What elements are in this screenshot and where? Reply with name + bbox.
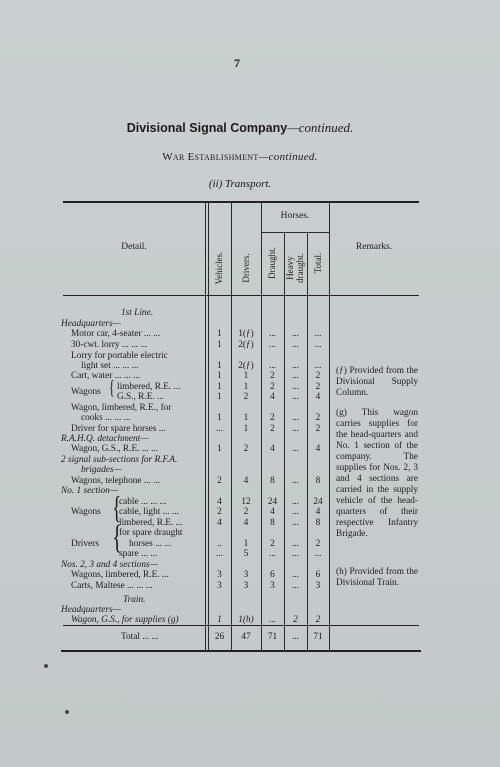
row-detail: Nos. 2, 3 and 4 sections— <box>61 560 158 570</box>
row-detail: brigades— <box>81 465 122 475</box>
cell-vehicles: 1 <box>217 392 222 402</box>
cell-draught: ... <box>269 615 276 625</box>
cell-total: 6 <box>315 570 321 580</box>
row-detail: Wagons, limbered, R.E. ... <box>71 570 169 580</box>
cell-heavy: ... <box>292 476 299 486</box>
table-bottom-rule <box>61 650 421 652</box>
binding-hole <box>44 664 48 668</box>
cell-total: 4 <box>315 507 321 517</box>
cell-draught: 2 <box>270 382 275 392</box>
cell-vehicles: ... <box>216 424 223 434</box>
cell-total: 2 <box>315 424 321 434</box>
total-heavy: ... <box>292 632 299 642</box>
table-top-rule <box>63 201 419 203</box>
cell-total: 8 <box>315 476 321 486</box>
cell-heavy: ... <box>292 382 299 392</box>
row-detail: Headquarters— <box>61 319 121 329</box>
subtitle-main: War Establishment <box>162 151 259 163</box>
cell-draught: ... <box>269 549 276 559</box>
total-vehicles: 26 <box>214 632 225 642</box>
cell-total: 2 <box>315 382 321 392</box>
row-detail: Headquarters— <box>61 605 121 615</box>
cell-heavy: ... <box>292 570 299 580</box>
row-detail: Wagons, telephone ... ... <box>71 476 161 486</box>
page-number: 7 <box>234 56 240 70</box>
cell-heavy: ... <box>292 507 299 517</box>
binding-hole <box>65 710 69 714</box>
row-detail: 30-cwt. lorry ... ... ... <box>71 340 148 350</box>
cell-drivers: 2 <box>243 507 249 517</box>
cell-vehicles: 2 <box>217 476 222 486</box>
page-title <box>0 120 480 136</box>
header-heavy-line2: draught. <box>295 253 305 283</box>
row-detail: for spare draught <box>119 528 183 538</box>
cell-total: 2 <box>315 413 321 423</box>
cell-draught: 2 <box>270 424 275 434</box>
cell-draught: 4 <box>270 444 275 454</box>
wagons-label-2: Wagons <box>71 507 101 517</box>
table-row <box>63 308 419 319</box>
cell-drivers: 5 <box>243 549 249 559</box>
row-detail: Wagon, G.S., R.E. ... ... <box>71 444 159 454</box>
cell-draught: 3 <box>270 581 275 591</box>
table-row <box>63 549 419 560</box>
cell-draught: ... <box>269 340 276 350</box>
cell-total: 8 <box>315 518 321 528</box>
header-detail: Detail. <box>121 242 147 252</box>
transport-table <box>63 201 419 654</box>
row-detail: Motor car, 4-seater ... ... <box>71 329 161 339</box>
remark-f: (ƒ) Provided from the Divisional Supply Column. <box>336 366 418 398</box>
drivers-label: Drivers <box>71 539 99 549</box>
remark-g: (g) This wagon carries supplies for the head-quarters and No. 1 section of the company. The supplies for Nos. 2, 3 and 4 sections are carried in the supply vehicle of the head-quarters of their respective Infantry Brigade. <box>336 408 418 539</box>
row-detail: Train. <box>123 595 146 605</box>
cell-draught: 4 <box>270 507 275 517</box>
cell-drivers: 12 <box>241 497 251 507</box>
cell-heavy: ... <box>292 518 299 528</box>
cell-vehicles: 1 <box>217 444 222 454</box>
cell-total: 2 <box>315 539 321 549</box>
cell-drivers: 1(ƒ) <box>238 329 254 339</box>
cell-total: ... <box>314 340 322 350</box>
cell-draught: 2 <box>270 539 275 549</box>
cell-vehicles: 1 <box>217 329 222 339</box>
row-detail: 2 signal sub-sections for R.F.A. <box>61 455 178 465</box>
cell-drivers: 1 <box>243 539 249 549</box>
cell-drivers: 4 <box>243 518 249 528</box>
header-heavy-draught <box>285 239 305 297</box>
cell-drivers: 4 <box>243 476 249 486</box>
cell-drivers: 1(h) <box>238 615 254 625</box>
header-total: Total. <box>313 252 323 274</box>
cell-drivers: 1 <box>243 382 249 392</box>
cell-vehicles: 1 <box>217 382 222 392</box>
row-detail: No. 1 section— <box>61 486 119 496</box>
cell-vehicles: 4 <box>217 518 222 528</box>
cell-draught: 8 <box>270 476 275 486</box>
cell-heavy: ... <box>292 371 299 381</box>
table-row <box>63 340 419 351</box>
cell-total: 4 <box>315 392 321 402</box>
title-continued: —continued. <box>287 120 354 135</box>
cell-drivers: 2 <box>243 444 249 454</box>
table-row <box>63 615 419 626</box>
horses-group-rule <box>261 232 329 233</box>
cell-drivers: 2(ƒ) <box>238 340 254 350</box>
header-remarks: Remarks. <box>355 242 393 252</box>
cell-drivers: 1 <box>243 424 249 434</box>
cell-draught: ... <box>269 361 276 371</box>
total-total: 71 <box>313 632 323 642</box>
cell-draught: 8 <box>270 518 275 528</box>
header-vehicles: Vehicles. <box>214 251 224 285</box>
cell-draught: 4 <box>270 392 275 402</box>
cell-heavy: ... <box>292 581 299 591</box>
cell-vehicles: ... <box>216 549 223 559</box>
cell-vehicles: .. <box>217 539 222 549</box>
total-label: Total ... ... <box>121 632 159 642</box>
cell-heavy: ... <box>292 329 299 339</box>
cell-drivers: 3 <box>243 570 249 580</box>
cell-draught: 24 <box>267 497 278 507</box>
remark-h: (h) Provided from the Divisional Train. <box>336 567 418 588</box>
cell-total: ... <box>314 549 322 559</box>
cell-vehicles: 1 <box>217 413 222 423</box>
cell-heavy: ... <box>292 413 299 423</box>
row-detail: cooks ... ... ... <box>81 413 131 423</box>
cell-vehicles: 1 <box>217 340 222 350</box>
section-heading <box>0 178 480 190</box>
cell-drivers: 3 <box>243 581 249 591</box>
cell-total: ... <box>314 361 322 371</box>
table-row <box>63 329 419 340</box>
row-detail: spare ... ... <box>119 549 158 559</box>
cell-heavy: ... <box>292 444 299 454</box>
cell-vehicles: 1 <box>217 615 222 625</box>
total-drivers: 47 <box>241 632 251 642</box>
header-draught: Draught. <box>267 247 277 279</box>
cell-heavy: ... <box>292 392 299 402</box>
row-detail: Driver for spare horses ... <box>71 424 166 434</box>
cell-total: ... <box>314 329 322 339</box>
cell-heavy: ... <box>292 361 299 371</box>
cell-drivers: 1 <box>243 371 249 381</box>
cell-vehicles: 1 <box>217 361 222 371</box>
row-detail: horses ... ... <box>129 539 172 549</box>
cell-drivers: 2 <box>243 392 249 402</box>
cell-draught: ... <box>269 329 276 339</box>
row-detail: Cart, water ... ... ... <box>71 371 141 381</box>
cell-total: 3 <box>315 581 321 591</box>
cell-drivers: 2(ƒ) <box>238 361 254 371</box>
cell-total: 4 <box>315 444 321 454</box>
row-detail: Wagon, G.S., for supplies (g) <box>71 615 179 625</box>
row-detail: limbered, R.E. ... <box>119 518 183 528</box>
cell-heavy: ... <box>292 549 299 559</box>
row-detail: 1st Line. <box>121 308 154 318</box>
row-detail: R.A.H.Q. detachment— <box>61 434 149 444</box>
cell-vehicles: 3 <box>217 570 222 580</box>
brace-icon: { <box>112 489 122 525</box>
brace-icon: { <box>108 377 115 399</box>
cell-draught: 2 <box>270 371 275 381</box>
page-subtitle <box>0 151 480 163</box>
section-label: (ii) Transport. <box>208 178 272 190</box>
cell-heavy: ... <box>292 497 299 507</box>
row-detail: Wagon, limbered, R.E., for <box>71 403 172 413</box>
cell-heavy: ... <box>292 539 299 549</box>
total-row <box>63 632 419 643</box>
cell-heavy: ... <box>292 340 299 350</box>
row-detail: cable ... ... ... <box>119 497 167 507</box>
subtitle-continued: —continued. <box>258 151 318 163</box>
row-detail: Lorry for portable electric <box>71 351 168 361</box>
cell-vehicles: 3 <box>217 581 222 591</box>
header-horses: Horses. <box>280 211 310 221</box>
title-main: Divisional Signal Company <box>126 121 288 135</box>
row-detail: light set ... ... ... <box>81 361 139 371</box>
header-heavy-line1: Heavy <box>285 256 295 280</box>
row-detail: limbered, R.E. ... <box>117 382 181 392</box>
cell-vehicles: 1 <box>217 371 222 381</box>
cell-heavy: 2 <box>293 615 298 625</box>
cell-total: 2 <box>315 615 321 625</box>
row-detail: cable, light ... ... <box>119 507 179 517</box>
cell-vehicles: 4 <box>217 497 222 507</box>
cell-heavy: ... <box>292 424 299 434</box>
cell-draught: 6 <box>270 570 275 580</box>
brace-icon: { <box>112 519 123 556</box>
row-detail: G.S., R.E. ... <box>117 392 165 402</box>
cell-total: 24 <box>313 497 323 507</box>
cell-total: 2 <box>315 371 321 381</box>
cell-vehicles: 2 <box>217 507 222 517</box>
cell-drivers: 1 <box>243 413 249 423</box>
wagons-label-1: Wagons <box>71 387 101 397</box>
cell-draught: 2 <box>270 413 275 423</box>
row-detail: Carts, Maltese ... ... ... <box>71 581 153 591</box>
total-draught: 71 <box>267 632 278 642</box>
header-drivers: Drivers. <box>241 253 251 283</box>
